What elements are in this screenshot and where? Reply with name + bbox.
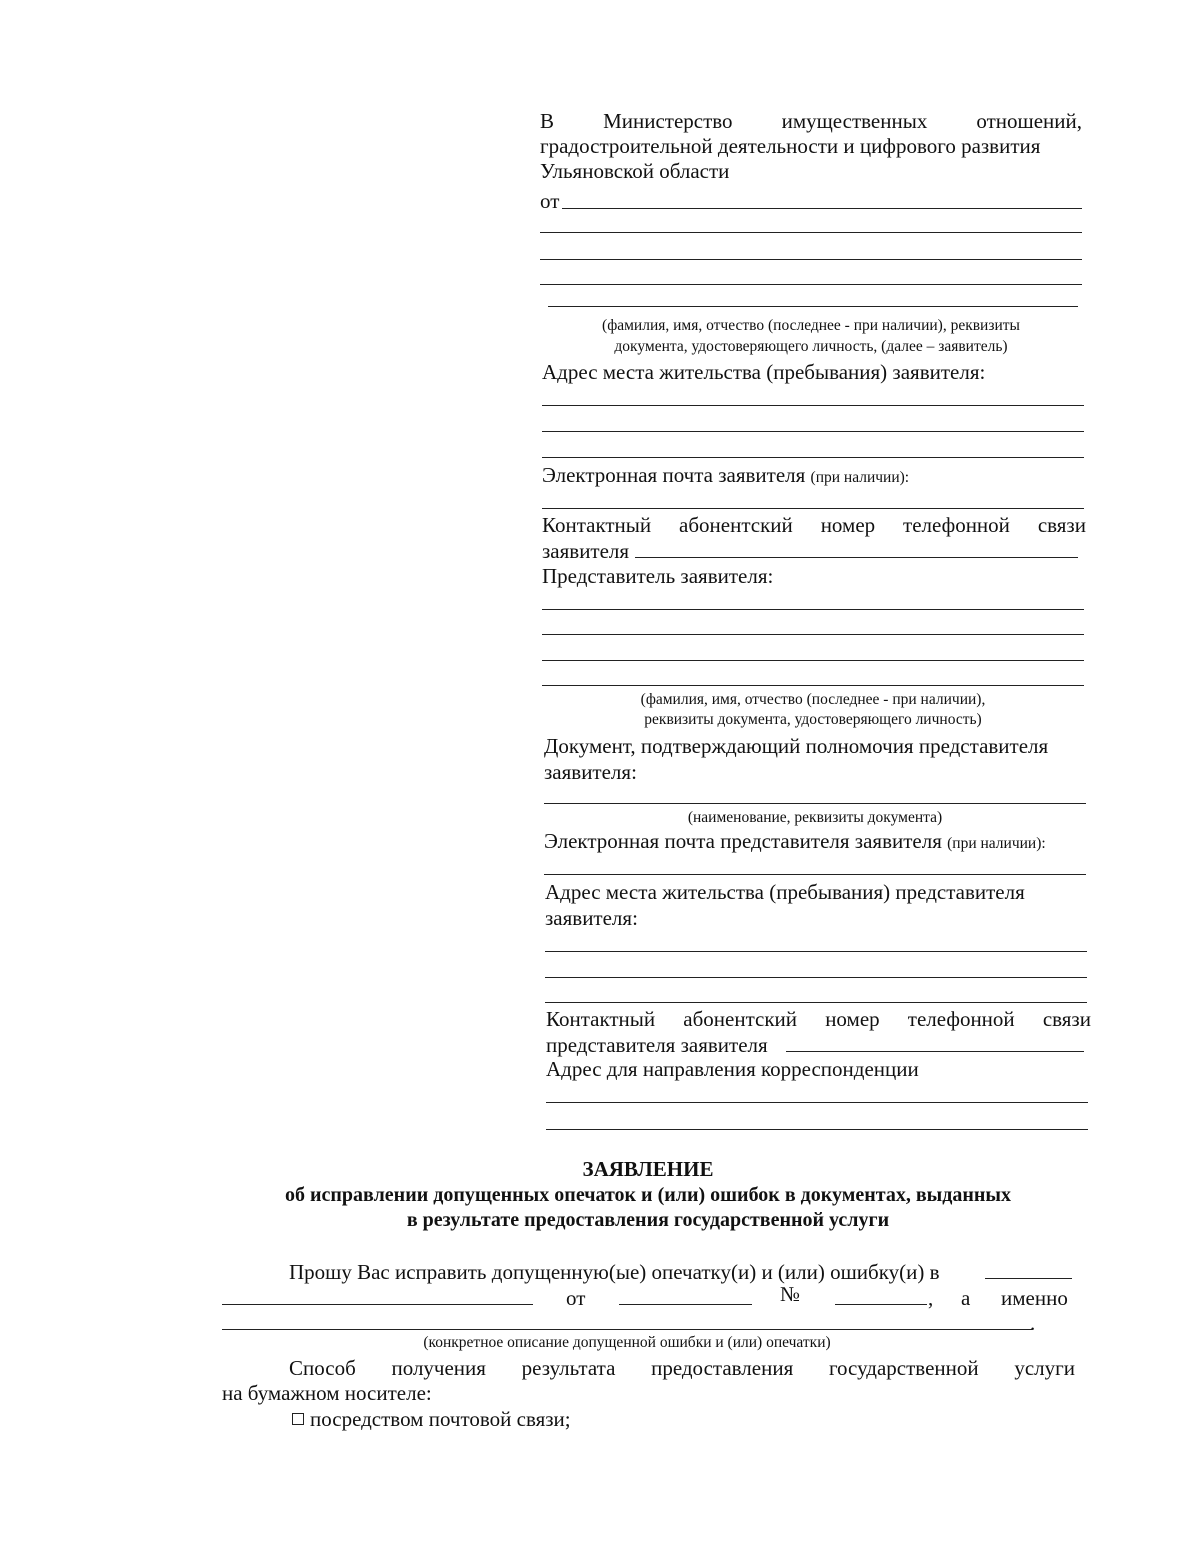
document-number-field[interactable]	[835, 1304, 927, 1305]
phone-word: Контактный	[542, 513, 652, 537]
number-sign: №	[780, 1282, 801, 1306]
applicant-email-label	[542, 462, 909, 488]
method-word: услуги	[1014, 1356, 1075, 1380]
addressee-word: Министерство	[603, 109, 733, 133]
method-word: государственной	[828, 1356, 979, 1380]
rep-email-text: Электронная почта представителя заявителя	[544, 829, 942, 853]
correspondence-field[interactable]	[546, 1129, 1088, 1130]
rep-phone-line-1	[546, 1006, 1091, 1032]
applicant-field-line[interactable]	[540, 232, 1082, 233]
addressee-line-3: Ульяновской области	[540, 159, 730, 183]
namely-word: именно	[1001, 1286, 1068, 1310]
option-post-label: посредством почтовой связи;	[310, 1407, 571, 1431]
method-line-1	[289, 1355, 1075, 1381]
rep-address-field[interactable]	[545, 1002, 1087, 1003]
rep-phone-line-2: представителя заявителя	[546, 1033, 768, 1057]
applicant-phone-line-1	[542, 512, 1086, 538]
applicant-email-text: Электронная почта заявителя	[542, 463, 806, 487]
representative-caption-1: (фамилия, имя, отчество (последнее - при наличии),	[640, 691, 986, 708]
rep-address-line-2: заявителя:	[545, 906, 638, 930]
phone-word: телефонной	[907, 1007, 1015, 1031]
applicant-address-field[interactable]	[542, 431, 1084, 432]
authority-doc-caption: (наименование, реквизиты документа)	[687, 809, 943, 826]
correspondence-field[interactable]	[546, 1102, 1088, 1103]
period: .	[1030, 1311, 1036, 1335]
representative-field-line[interactable]	[542, 685, 1084, 686]
addressee-word: отношений,	[976, 109, 1082, 133]
comma: ,	[928, 1286, 934, 1310]
phone-word: телефонной	[903, 513, 1010, 537]
correspondence-label: Адрес для направления корреспонденции	[546, 1057, 919, 1081]
phone-word: связи	[1042, 1007, 1091, 1031]
document-subtitle-2: в результате предоставления государственной услуги	[406, 1209, 890, 1231]
applicant-field-line[interactable]	[540, 284, 1082, 285]
document-subtitle-1: об исправлении допущенных опечаток и (или) ошибок в документах, выданных	[284, 1184, 1012, 1206]
applicant-field-line[interactable]	[540, 259, 1082, 260]
phone-word: номер	[825, 1007, 880, 1031]
from-word: от	[566, 1286, 586, 1310]
representative-label: Представитель заявителя:	[542, 564, 774, 588]
a-word: а	[961, 1286, 971, 1310]
from-label: от	[540, 189, 560, 213]
rep-address-line-1: Адрес места жительства (пребывания) представителя	[545, 880, 1025, 904]
representative-field-line[interactable]	[542, 609, 1084, 610]
description-caption: (конкретное описание допущенной ошибки и (или) опечатки)	[423, 1334, 831, 1351]
authority-doc-line-1: Документ, подтверждающий полномочия представителя	[544, 734, 1049, 758]
method-word: предоставления	[651, 1356, 794, 1380]
authority-doc-field[interactable]	[544, 803, 1086, 804]
applicant-caption-2: документа, удостоверяющего личность, (далее – заявитель)	[614, 338, 1008, 355]
document-date-field[interactable]	[619, 1304, 752, 1305]
rep-address-field[interactable]	[545, 977, 1087, 978]
addressee-word: имущественных	[781, 109, 928, 133]
rep-phone-field[interactable]	[786, 1051, 1084, 1052]
applicant-phone-field[interactable]	[635, 557, 1078, 558]
document-title: ЗАЯВЛЕНИЕ	[582, 1157, 714, 1181]
phone-word: номер	[820, 513, 876, 537]
applicant-phone-line-2: заявителя	[542, 539, 630, 563]
applicant-field-line[interactable]	[548, 306, 1078, 307]
if-available-note: (при наличии):	[810, 469, 910, 486]
if-available-note: (при наличии):	[947, 835, 1046, 852]
phone-word: абонентский	[679, 513, 793, 537]
phone-word: Контактный	[546, 1007, 656, 1031]
error-description-field[interactable]	[222, 1329, 1032, 1330]
representative-caption-2: реквизиты документа, удостоверяющего личность)	[644, 711, 982, 728]
document-name-field-cont[interactable]	[222, 1304, 533, 1305]
representative-field-line[interactable]	[542, 634, 1084, 635]
addressee-line-1	[540, 108, 1082, 134]
addressee-line-2: градостроительной деятельности и цифрового развития	[540, 134, 1041, 158]
phone-word: абонентский	[683, 1007, 798, 1031]
authority-doc-line-2: заявителя:	[544, 760, 637, 784]
method-line-2: на бумажном носителе:	[222, 1381, 432, 1405]
rep-email-field[interactable]	[544, 874, 1086, 875]
applicant-address-field[interactable]	[542, 457, 1084, 458]
addressee-word: В	[540, 109, 555, 133]
document-name-field[interactable]	[985, 1278, 1072, 1279]
post-option-checkbox[interactable]	[292, 1413, 304, 1425]
phone-word: связи	[1037, 513, 1086, 537]
rep-email-label	[544, 828, 1046, 854]
method-word: получения	[391, 1356, 486, 1380]
from-field[interactable]	[562, 208, 1082, 209]
applicant-caption-1: (фамилия, имя, отчество (последнее - при наличии), реквизиты	[602, 317, 1020, 334]
representative-field-line[interactable]	[542, 660, 1084, 661]
option-post	[292, 1406, 571, 1432]
applicant-address-field[interactable]	[542, 405, 1084, 406]
method-word: результата	[521, 1356, 616, 1380]
applicant-email-field[interactable]	[542, 508, 1084, 509]
method-word: Способ	[289, 1356, 356, 1380]
applicant-address-label: Адрес места жительства (пребывания) заявителя:	[542, 360, 986, 384]
request-line-1: Прошу Вас исправить допущенную(ые) опечатку(и) и (или) ошибку(и) в	[289, 1260, 940, 1284]
rep-address-field[interactable]	[545, 951, 1087, 952]
